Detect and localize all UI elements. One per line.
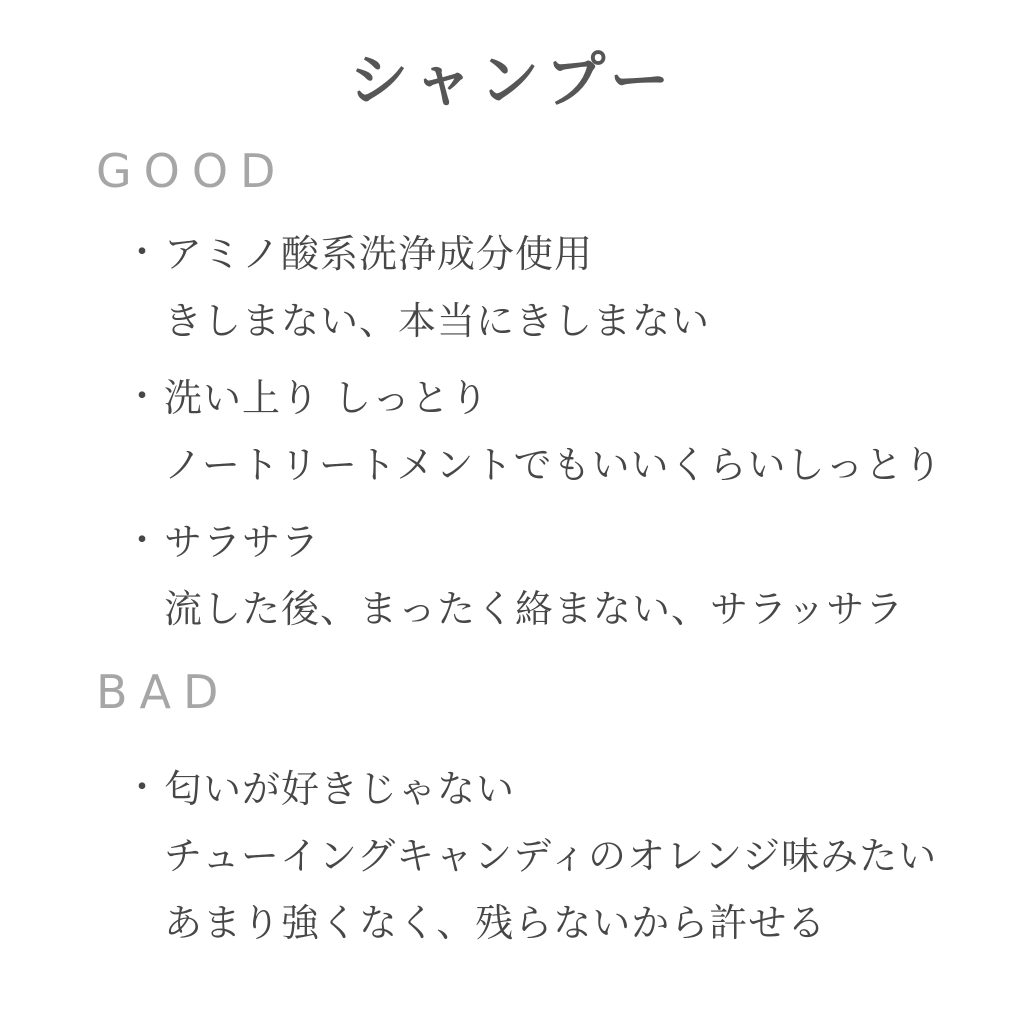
point-text: アミノ酸系洗浄成分使用 (164, 232, 594, 277)
detail-line: ノートリートメントでもいいくらいしっとり (164, 442, 943, 487)
list-item (124, 513, 964, 639)
point-row (124, 369, 964, 428)
point-row (124, 225, 964, 284)
section-label-bad: BAD (96, 664, 231, 719)
point-row (124, 513, 964, 572)
detail-line: チューイングキャンディのオレンジ味みたい (164, 833, 938, 878)
bullet-dot-icon: ・ (124, 519, 161, 561)
list-item (124, 760, 964, 953)
detail-line: きしまない、本当にきしまない (164, 299, 711, 344)
point-text: 洗い上り しっとり (164, 375, 490, 420)
list-item (124, 369, 964, 495)
bullet-dot-icon: ・ (124, 766, 161, 808)
bullet-dot-icon: ・ (124, 232, 161, 274)
point-text: サラサラ (164, 519, 321, 564)
section-bad (60, 665, 964, 953)
section-good (60, 144, 964, 639)
list-item (124, 225, 964, 351)
point-row (124, 760, 964, 819)
good-items-list (124, 225, 964, 638)
page-title: シャンプー (348, 46, 676, 116)
bullet-dot-icon: ・ (124, 375, 161, 417)
detail-line: 流した後、まったく絡まない、サラッサラ (164, 586, 905, 631)
section-label-good: GOOD (96, 144, 288, 198)
detail-line: あまり強くなく、残らないから許せる (164, 900, 827, 945)
bad-items-list (124, 760, 964, 953)
point-text: 匂いが好きじゃない (164, 766, 516, 811)
